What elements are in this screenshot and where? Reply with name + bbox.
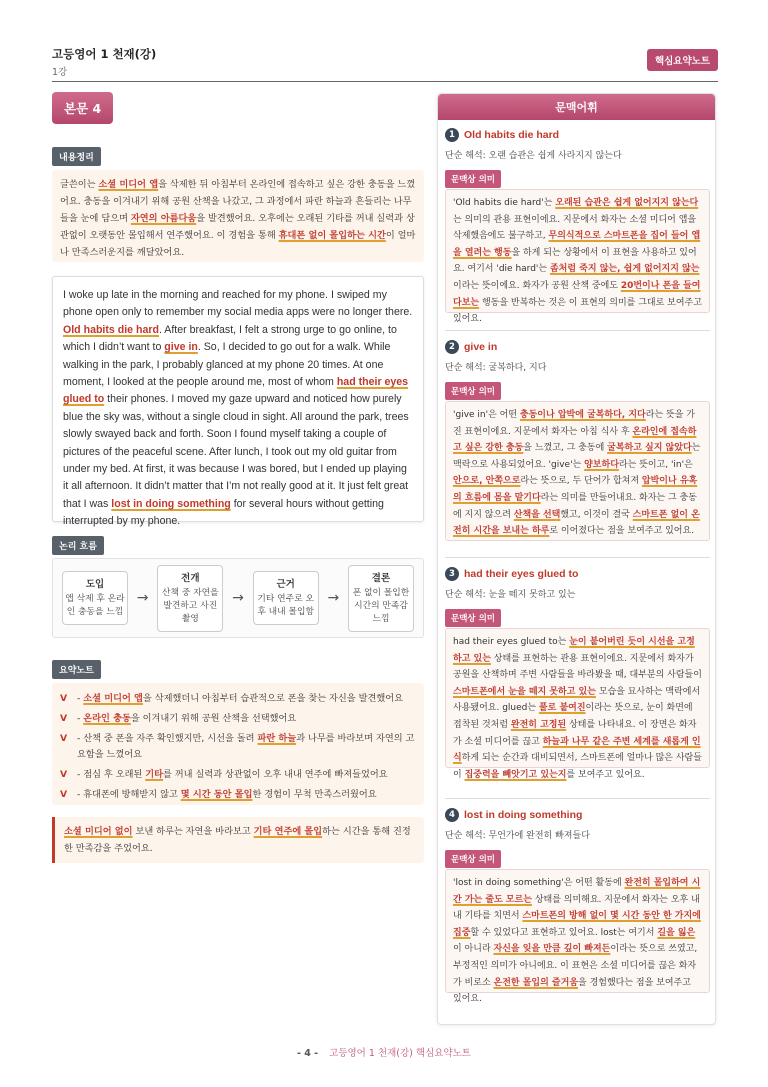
meaning-text: [453, 410, 700, 536]
highlighted-phrase: 온전한 몰입의 즐거움: [493, 977, 579, 988]
book-title: 고등영어 1 천재(강): [52, 47, 157, 61]
highlighted-phrase: 양보하다: [584, 459, 619, 470]
content-summary: [52, 170, 424, 262]
highlighted-phrase: 풀로 붙여진: [538, 703, 586, 714]
text-run: 을 이겨내기 위해 공원 산책을 선택했어요: [130, 713, 297, 724]
section-badge: 핵심요약노트: [647, 49, 718, 71]
text-run: -: [77, 693, 84, 704]
text-run: 했고, 이것이 결국: [560, 509, 633, 520]
note-item: [60, 691, 416, 707]
text-run: 를 보여주고 있어요.: [566, 769, 645, 780]
arrow-right-icon: →: [232, 590, 244, 606]
note-text: [77, 787, 377, 803]
check-marker: V: [60, 693, 68, 704]
flow-tag: 논리 흐름: [52, 536, 104, 555]
highlighted-phrase: 무의식적으로 스마트폰을 집어 들어 앱을 열려는 행동: [453, 231, 701, 258]
text-run: 을 발견했어요. 오후에는 오래된 기타를 꺼내 실력과 상관없이 오랫동안 몰입해서 연주했어요. 이 경험을 통해: [60, 213, 415, 241]
text-run: 을 경험했다는 점을 보여주고 있어요.: [453, 977, 691, 1005]
flow-step-title: 결론: [371, 572, 391, 584]
vocab-term: lost in doing something: [464, 809, 583, 821]
vocab-number: 3: [445, 567, 459, 581]
note-text: [77, 767, 388, 783]
page-header: [52, 44, 718, 82]
highlighted-phrase: 완전히 고정된: [510, 719, 567, 730]
flow-step: [157, 565, 223, 632]
page-footer: [0, 1045, 768, 1059]
highlighted-phrase: 휴대폰 없이 몰입하는 시간: [278, 230, 386, 241]
text-run: 글쓴이는: [60, 179, 99, 190]
passage-text: [63, 289, 412, 527]
vocab-number: 2: [445, 340, 459, 354]
text-run: . After breakfast, I felt a strong urge to go online, to which I didn’t want to: [63, 323, 397, 354]
highlighted-phrase: lost in doing something: [111, 497, 231, 510]
text-run: 행동을 반복하는 것은 이 표현의 의미를 그대로 보여주고 있어요.: [453, 297, 702, 325]
text-run: 라는 뜻을 가진 표현이에요. 지문에서 화자는 아침 식사 후: [453, 410, 695, 437]
meaning-box: [445, 189, 710, 325]
flow-step-body: 기타 연주로 오후 내내 몰입함: [257, 594, 314, 617]
highlighted-phrase: 집중력을 빼앗기고 있는지: [464, 769, 567, 780]
divider: [445, 330, 710, 331]
flow-step-body: 산책 중 자연을 발견하고 사진 촬영: [162, 587, 219, 624]
text-run: 이 얼마나 만족스러운지를 깨달았어요.: [60, 230, 416, 258]
text-run: -: [77, 713, 84, 724]
flow-step: [253, 571, 319, 625]
vocab-simple: 단순 해석: 무언가에 완전히 빠져들다: [445, 831, 590, 841]
highlighted-phrase: 20번이나 폰을 들여다보는: [453, 280, 701, 308]
vocab-item-1: [445, 128, 710, 325]
meaning-box: [445, 401, 710, 541]
vocab-header: 문맥어휘: [438, 94, 715, 120]
highlighted-phrase: give in: [164, 341, 198, 354]
highlighted-phrase: 산책을 선택: [513, 509, 561, 520]
text-run: 상태를 나타내요. 이 장면은 화자가 소셜 미디어를 끊고: [453, 719, 697, 747]
text-run: 'lost in doing something'은 어떤 활동에: [453, 878, 625, 888]
text-run: 을 삭제한 뒤 아침부터 온라인에 접속하고 싶은 강한 충동을 느꼈어요. 충동을 이겨내기 위해 공원 산책을 나갔고, 그 과정에서 파란 하늘과 흔들리는 나무들을 눈에 담으며: [60, 179, 416, 224]
page-number: - 4 -: [297, 1048, 319, 1059]
highlighted-phrase: had their eyes glued to: [63, 376, 409, 406]
vocab-number: 1: [445, 128, 459, 142]
meaning-tag: 문맥상 의미: [445, 850, 501, 868]
vocab-term: give in: [464, 341, 498, 353]
text-run: 이 아니라: [453, 944, 494, 955]
flow-step: [62, 571, 128, 625]
vocab-item-4: [445, 808, 710, 1005]
check-marker: V: [60, 733, 68, 744]
text-run: 라는 뜻이고, 'in'은: [618, 459, 693, 470]
logic-flow: [52, 558, 424, 638]
text-run: 'give in'은 어떤: [453, 410, 520, 420]
meaning-text: [453, 637, 702, 780]
check-marker: V: [60, 769, 68, 780]
highlighted-phrase: 자신을 잊을 만큼 깊이 빠져든: [493, 944, 611, 955]
highlighted-phrase: 스마트폰의 방해 없이 몇 시간 동안 한 가지에 집중: [453, 911, 701, 938]
summary-notes: [52, 683, 424, 805]
text-run: 이라는 뜻이에요. 화자가 공원 산책 중에도: [453, 280, 621, 291]
text-run: 를 꺼내 실력과 상관없이 오후 내내 연주에 빠져들었어요: [163, 769, 388, 780]
flow-step-body: 폰 없이 몰입한 시간의 만족감 느낌: [352, 587, 410, 624]
note-item: [60, 711, 416, 727]
flow-step: [348, 565, 414, 632]
highlighted-phrase: 안으로, 안쪽으로: [453, 476, 521, 487]
text-run: 상태를 표현하는 관용 표현이에요. 지문에서 화자가 공원을 산책하며 주변 사람들을 바라봤을 때, 대부분의 사람들이: [453, 653, 702, 681]
note-item: [60, 787, 416, 803]
note-text: [77, 711, 296, 727]
vocab-term: had their eyes glued to: [464, 568, 579, 580]
text-run: 상태를 의미해요. 지문에서 화자는 오후 내내 기타를 치면서: [453, 894, 700, 922]
highlighted-phrase: 스마트폰 없이 온전히 시간을 보내는 하루: [453, 509, 700, 537]
highlighted-phrase: 소셜 미디어 없이: [64, 826, 133, 837]
text-run: 'Old habits die hard'는: [453, 198, 556, 208]
highlighted-phrase: 파란 하늘: [257, 733, 297, 744]
text-run: 을 느꼈고, 그 충동에: [523, 443, 608, 454]
content-summary-text: [60, 179, 415, 258]
text-run: 을 삭제했더니 아침부터 습관적으로 폰을 찾는 자신을 발견했어요: [142, 693, 403, 704]
section-title: 본문 4: [52, 92, 113, 124]
text-run: 보낸 하루는 자연을 바라보고: [132, 826, 254, 837]
divider: [445, 798, 710, 799]
text-run: 모습을 묘사하는 맥락에서 사용됐어요. glued는: [453, 686, 701, 714]
text-run: 이라는 뜻으로 쓰였고, 부정적인 의미가 아니에요. 이 표현은 소셜 미디어를 끊은 화자가 비로소: [453, 944, 698, 988]
text-run: - 휴대폰에 방해받지 않고: [77, 789, 181, 800]
highlighted-phrase: 오래된 습관은 쉽게 없어지지 않는다: [555, 198, 699, 208]
meaning-box: [445, 628, 710, 780]
text-run: - 점심 후 오래된: [77, 769, 146, 780]
note-item: [60, 731, 416, 763]
divider: [445, 557, 710, 558]
highlighted-phrase: 굴복하고 싶지 않았다: [607, 443, 692, 454]
highlighted-phrase: Old habits die hard: [63, 323, 159, 336]
highlighted-phrase: 눈이 붙어버린 듯이 시선을 고정하고 있는: [453, 637, 695, 664]
highlighted-phrase: 기타 연주에 몰입: [253, 826, 323, 837]
text-run: 이라는 뜻으로, 눈이 화면에 접착된 것처럼: [453, 703, 693, 730]
vocab-simple: 단순 해석: 굴복하다, 지다: [445, 363, 547, 373]
vocab-number: 4: [445, 808, 459, 822]
summary-tag: 내용정리: [52, 147, 101, 166]
vocab-simple: 단순 해석: 오랜 습관은 쉽게 사라지지 않는다: [445, 151, 622, 161]
meaning-text: [453, 198, 702, 324]
reading-passage: [52, 276, 424, 528]
check-marker: V: [60, 713, 68, 724]
text-run: - 산책 중 폰을 자주 확인했지만, 시선을 돌려: [77, 733, 258, 744]
final-summary-text: [64, 826, 411, 854]
highlighted-phrase: 완전히 몰입하여 시간 가는 줄도 모르는: [453, 878, 701, 905]
left-column: [52, 92, 424, 863]
final-summary: [52, 817, 424, 863]
meaning-tag: 문맥상 의미: [445, 170, 501, 188]
text-run: 라는 의미를 만들어내요. 화자는 그 충동에 지지 않으려: [453, 492, 697, 520]
highlighted-phrase: 소셜 미디어 앱: [83, 693, 143, 704]
vocab-item-2: [445, 340, 710, 541]
notes-tag: 요약노트: [52, 660, 101, 679]
text-run: . So, I decided to go out for a walk. While walking in the park, I probably glanced at my phone 20 times. At one moment, I looked at the people around me, most of whom: [63, 341, 391, 389]
text-run: for several hours without getting interrupted by my phone.: [63, 497, 384, 528]
note-text: [77, 691, 403, 707]
text-run: 한 경험이 무척 만족스러웠어요: [252, 789, 377, 800]
text-run: 을 하게 되는 상황에서 이 표현을 사용하고 있어요. 여기서 'die hard'는: [453, 247, 697, 275]
flow-step-title: 전개: [181, 572, 200, 584]
text-run: 할 수 있었다고 표현하고 있어요. lost는 여기서: [470, 927, 658, 938]
vocab-simple: 단순 해석: 눈을 떼지 못하고 있는: [445, 590, 576, 600]
highlighted-phrase: 압박이나 유혹의 흐름에 몸을 맡기다: [453, 476, 698, 503]
vocab-item-3: [445, 567, 710, 780]
note-item: [60, 767, 416, 783]
text-run: 라는 뜻으로, 두 단어가 합쳐져: [520, 476, 642, 487]
highlighted-phrase: 기타: [145, 769, 164, 780]
highlighted-phrase: 자연의 아름다움: [130, 213, 197, 224]
text-run: 하게 되는 순간과 대비되면서, 스마트폰에 얼마나 많은 사람들이: [453, 753, 702, 780]
highlighted-phrase: 온라인에 접속하고 싶은 강한 충동: [453, 426, 697, 454]
text-run: 과 나무를 바라보며 자연의 고요함을 느꼈어요: [77, 733, 415, 760]
text-run: 는 맥락으로 사용되었어요. 'give'는: [453, 443, 701, 470]
text-run: had their eyes glued to는: [453, 637, 570, 647]
text-run: 로 이어졌다는 점을 보여주고 있어요.: [549, 526, 695, 537]
text-run: their phones. I moved my gaze upward and noticed how purely blue the sky was, without a single cloud in sight. All around the park, trees slowly swayed back and forth. Soon I found myself taking a couple of pictures of the peaceful scene. After lunch, I took out my old guitar from under my bed. At first, it was because I was bored, but I ended up playing it all afternoon. It didn’t matter that I’m not really good at it. It just felt great that I was: [63, 393, 409, 510]
highlighted-phrase: 좀처럼 죽지 않는, 쉽게 없어지지 않는: [549, 264, 700, 275]
flow-step-title: 근거: [276, 579, 295, 590]
text-run: 하는 시간을 통해 진정한 만족감을 주었어요.: [64, 826, 411, 854]
meaning-box: [445, 869, 710, 1005]
highlighted-phrase: 하늘과 나무 같은 주변 세계를 새롭게 인식: [453, 736, 701, 764]
check-marker: V: [60, 789, 68, 800]
arrow-right-icon: →: [327, 590, 340, 606]
vocab-panel: [437, 93, 716, 1025]
highlighted-phrase: 스마트폰에서 눈을 떼지 못하고 있는: [453, 686, 596, 697]
footer-text: 고등영어 1 천재(강) 핵심요약노트: [329, 1048, 471, 1059]
meaning-tag: 문맥상 의미: [445, 609, 501, 627]
note-text: [77, 731, 416, 763]
meaning-text: [453, 878, 701, 1004]
flow-step-title: 도입: [85, 579, 105, 590]
text-run: I woke up late in the morning and reached for my phone. I swiped my phone open only to remember my social media apps were no longer there.: [63, 289, 413, 319]
highlighted-phrase: 길을 잃은: [657, 927, 696, 938]
meaning-tag: 문맥상 의미: [445, 382, 501, 400]
highlighted-phrase: 소셜 미디어 앱: [98, 179, 159, 190]
highlighted-phrase: 온라인 충동: [83, 713, 131, 724]
highlighted-phrase: 몇 시간 동안 몰입: [180, 789, 253, 800]
text-run: 는 의미의 관용 표현이에요. 지문에서 화자는 소셜 미디어 앱을 삭제했음에도 불구하고,: [453, 214, 697, 242]
flow-step-body: 앱 삭제 후 온라인 충동을 느낌: [65, 594, 125, 617]
lesson-label: 1강: [52, 67, 68, 78]
highlighted-phrase: 충동이나 압박에 굴복하다, 지다: [519, 410, 646, 420]
arrow-right-icon: →: [136, 590, 149, 606]
vocab-term: Old habits die hard: [464, 129, 560, 141]
